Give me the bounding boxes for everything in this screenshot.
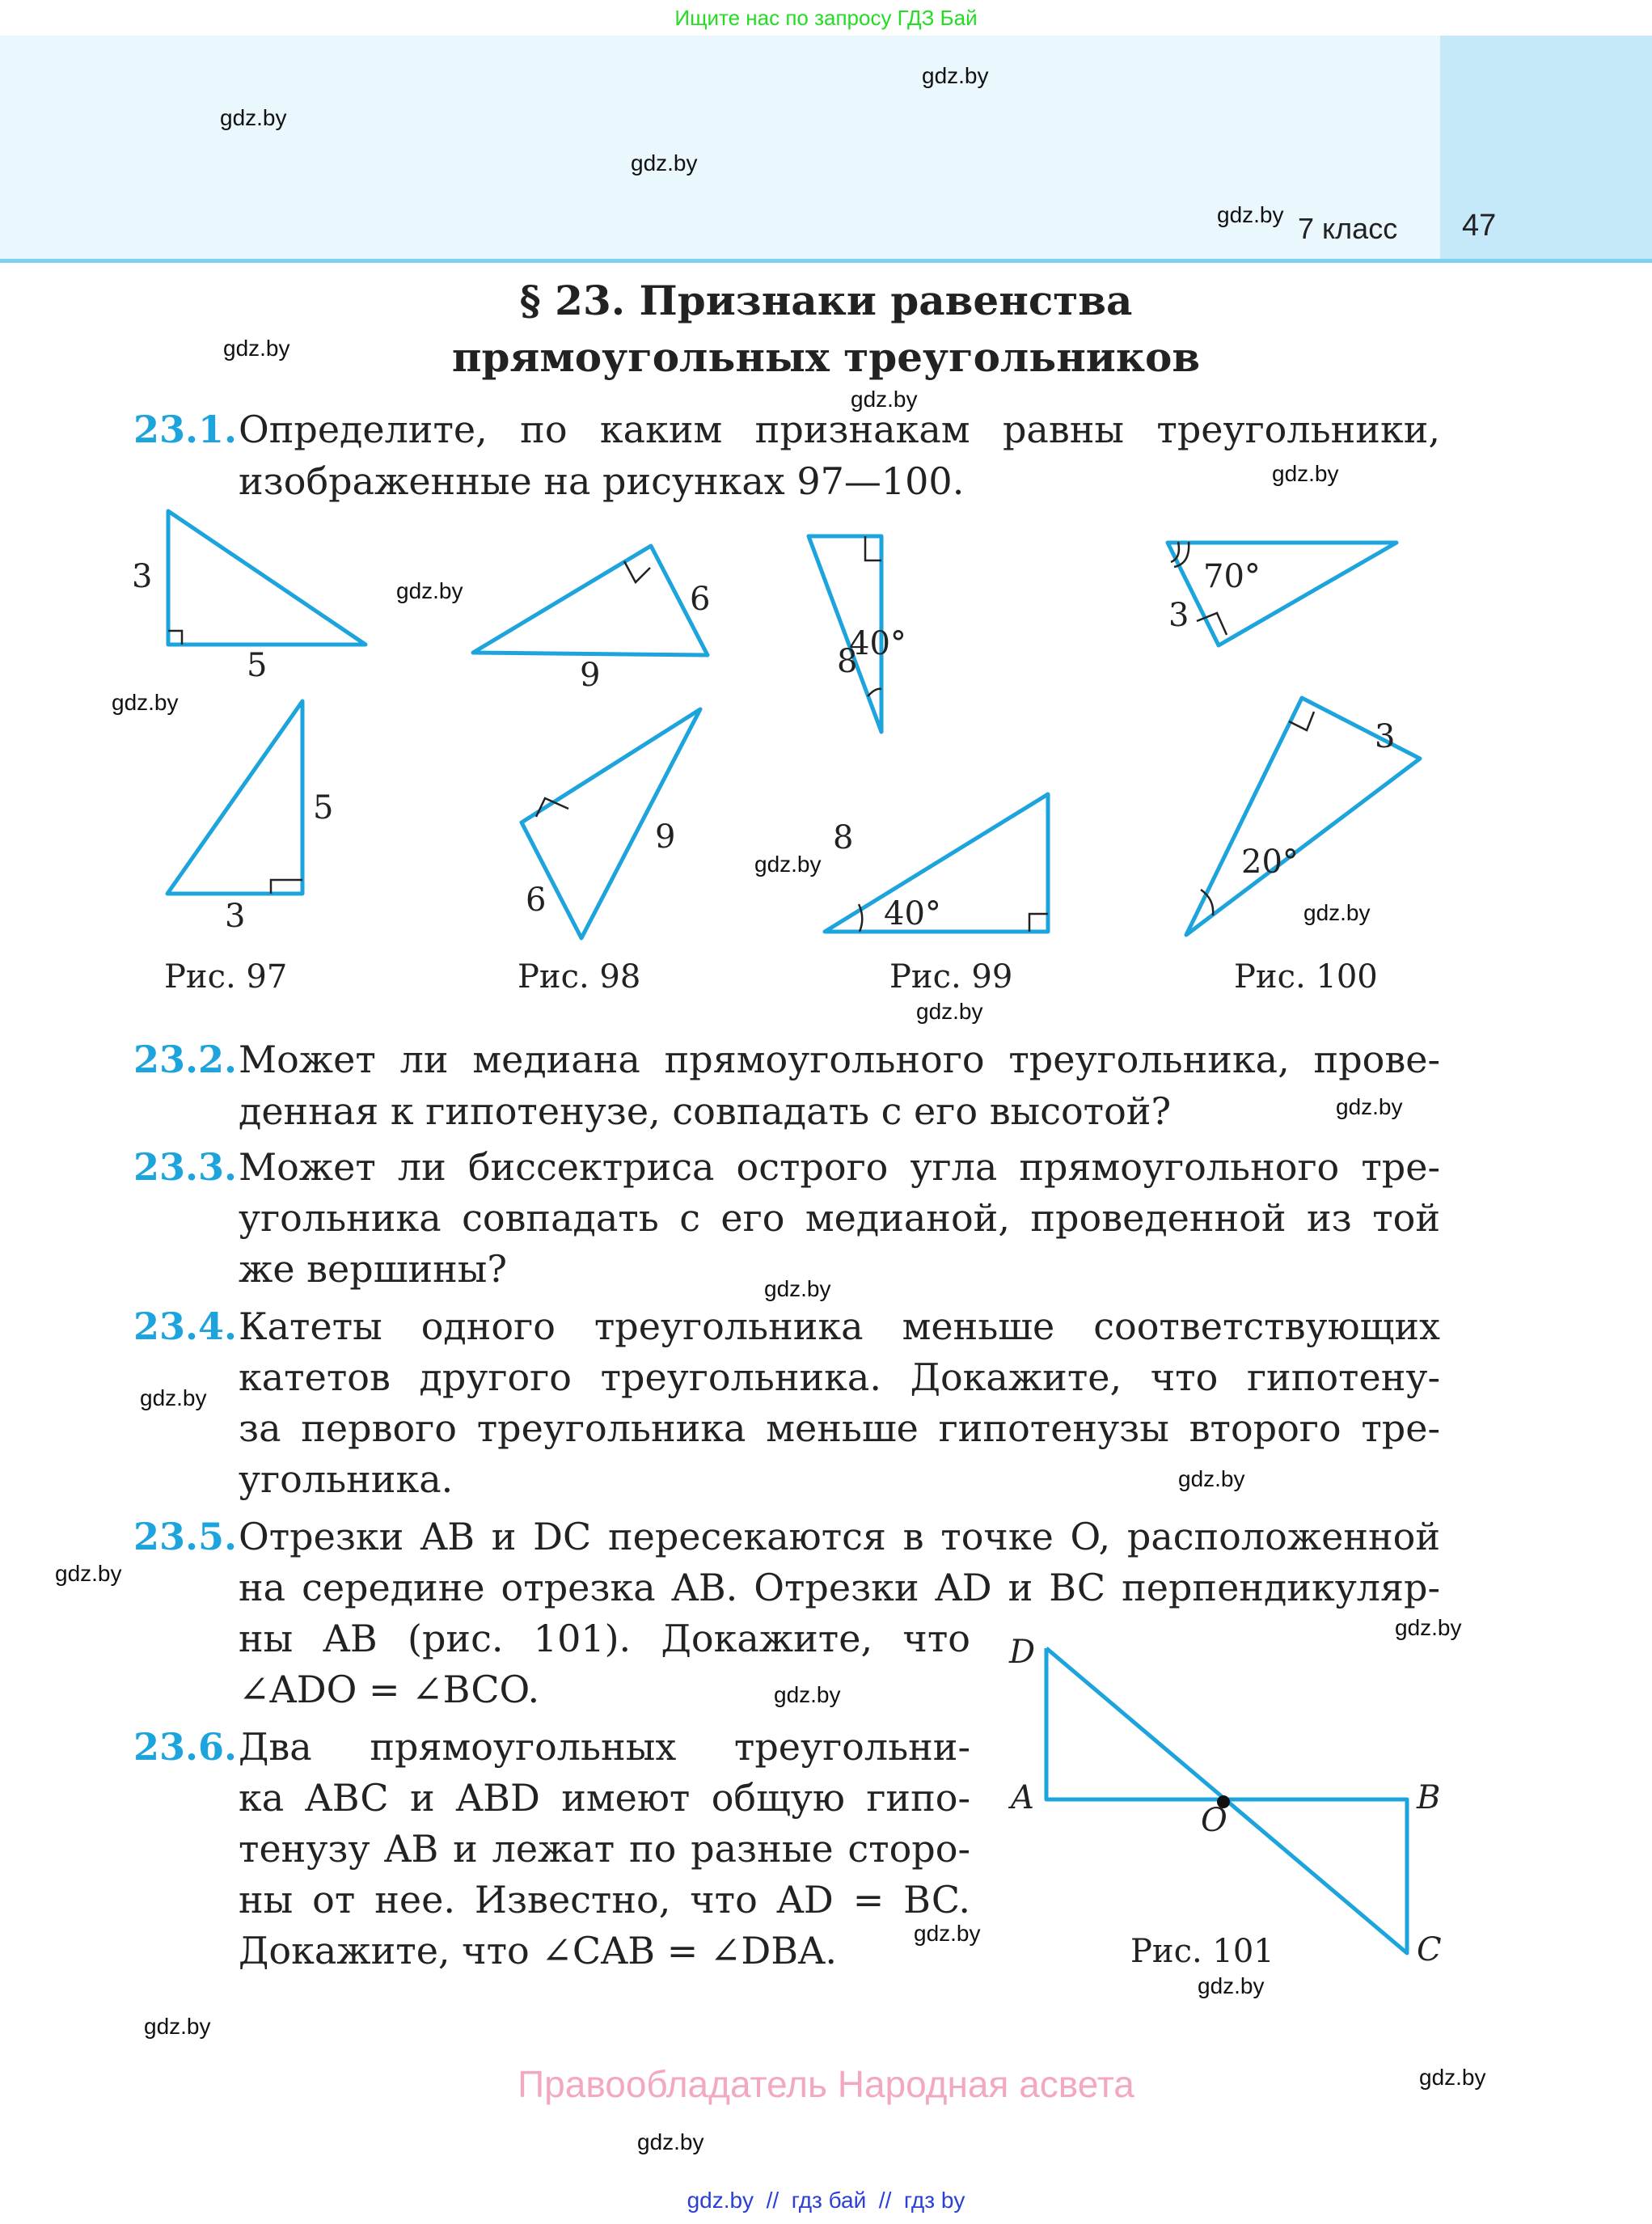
watermark: gdz.by xyxy=(916,999,983,1024)
exercise-number: 23.4. xyxy=(133,1304,238,1348)
footer-links[interactable]: gdz.by // гдз бай // гдз by xyxy=(687,2188,965,2213)
fig98-bottom-hypotenuse: 9 xyxy=(655,818,676,856)
watermark: gdz.by xyxy=(922,63,989,88)
fig99-caption: Рис. 99 xyxy=(889,958,1013,996)
exercise-text: ны AB (рис. 101). Докажите, что xyxy=(239,1617,970,1660)
top-banner[interactable]: Ищите нас по запросу ГДЗ Бай xyxy=(674,6,978,30)
fig97-top-vertical-leg: 3 xyxy=(132,558,153,595)
exercise-text: ка ABC и ABD имеют общую гипо- xyxy=(239,1776,970,1820)
exercise-text: угольника совпадать с его медианой, проведенной из той xyxy=(239,1196,1440,1240)
exercise-text: же вершины? xyxy=(239,1247,508,1291)
fig97-bottom-vertical-leg: 5 xyxy=(313,789,334,827)
exercise-text: за первого треугольника меньше гипотенузы второго тре- xyxy=(239,1406,1440,1450)
watermark: gdz.by xyxy=(631,150,698,175)
watermark: gdz.by xyxy=(144,2014,211,2039)
exercise-text: катетов другого треугольника. Докажите, что гипотену- xyxy=(239,1355,1440,1399)
exercise-number: 23.5. xyxy=(133,1515,238,1558)
fig97-bottom-horizontal-leg: 3 xyxy=(225,898,246,935)
fig97-top-horizontal-leg: 5 xyxy=(247,647,268,684)
fig100-bottom-angle: 20° xyxy=(1241,844,1299,881)
watermark: gdz.by xyxy=(764,1276,831,1301)
fig100-top-angle: 70° xyxy=(1203,558,1261,595)
watermark: gdz.by xyxy=(140,1385,207,1410)
exercise-text: Может ли медиана прямоугольного треугольника, прове- xyxy=(239,1038,1440,1081)
exercise-text: угольника. xyxy=(239,1457,454,1501)
fig101-point-c: C xyxy=(1417,1931,1442,1968)
watermark: gdz.by xyxy=(396,578,463,603)
fig99-bottom-hypotenuse: 8 xyxy=(833,819,854,856)
watermark: gdz.by xyxy=(112,690,179,715)
watermark: gdz.by xyxy=(637,2129,704,2154)
watermark: gdz.by xyxy=(851,387,918,412)
exercise-number: 23.1. xyxy=(133,408,238,451)
exercise-number: 23.2. xyxy=(133,1038,238,1081)
fig98-top-leg: 6 xyxy=(690,581,711,618)
exercise-text: Отрезки AB и DC пересекаются в точке O, расположенной xyxy=(239,1515,1440,1558)
fig101-point-a: A xyxy=(1011,1779,1034,1816)
watermark: gdz.by xyxy=(774,1682,841,1707)
fig100-bottom-leg: 3 xyxy=(1375,718,1396,755)
watermark: gdz.by xyxy=(1395,1615,1462,1640)
watermark: gdz.by xyxy=(914,1921,981,1946)
fig100-top-leg: 3 xyxy=(1168,597,1189,634)
fig101-point-o: O xyxy=(1201,1802,1227,1839)
exercise-text: Два прямоугольных треугольни- xyxy=(239,1725,970,1769)
fig98-top-hypotenuse: 9 xyxy=(580,657,601,694)
fig98-bottom-leg: 6 xyxy=(526,882,547,919)
watermark: gdz.by xyxy=(55,1561,122,1586)
watermark: gdz.by xyxy=(1198,1973,1265,1998)
fig101-point-d: D xyxy=(1009,1634,1036,1671)
exercise-text: Может ли биссектриса острого угла прямоугольного тре- xyxy=(239,1145,1440,1189)
grade-label: 7 класс xyxy=(1298,212,1398,245)
fig98-caption: Рис. 98 xyxy=(518,958,641,996)
exercise-text: ны от нее. Известно, что AD = BC. xyxy=(239,1878,970,1922)
exercise-text: Определите, по каким признакам равны треугольники, xyxy=(239,408,1440,451)
fig100-caption: Рис. 100 xyxy=(1234,958,1378,996)
fig99-top-angle: 40° xyxy=(849,625,906,662)
exercise-text: ∠ADO = ∠BCO. xyxy=(239,1668,540,1711)
watermark: gdz.by xyxy=(1303,900,1371,925)
fig101-caption: Рис. 101 xyxy=(1130,1933,1274,1970)
exercise-text: тенузу AB и лежат по разные сторо- xyxy=(239,1827,970,1871)
watermark: gdz.by xyxy=(1217,202,1284,227)
watermark: gdz.by xyxy=(220,105,287,130)
exercise-text: на середине отрезка AB. Отрезки AD и BC перпендикуляр- xyxy=(239,1566,1440,1609)
fig99-top-hypotenuse: 8 xyxy=(837,643,858,680)
copyright-notice: Правообладатель Народная асвета xyxy=(518,2063,1134,2105)
watermark: gdz.by xyxy=(1336,1094,1403,1119)
fig101-point-b: B xyxy=(1417,1779,1441,1816)
exercise-number: 23.3. xyxy=(133,1145,238,1189)
exercise-text: изображенные на рисунках 97—100. xyxy=(239,459,965,503)
fig97-caption: Рис. 97 xyxy=(164,958,288,996)
section-title-line1: § 23. Признаки равенства xyxy=(519,277,1133,324)
section-title-line2: прямоугольных треугольников xyxy=(451,333,1201,381)
exercise-text: Докажите, что ∠CAB = ∠DBA. xyxy=(239,1929,837,1972)
watermark: gdz.by xyxy=(1272,461,1339,486)
exercise-text: Катеты одного треугольника меньше соответствующих xyxy=(239,1304,1440,1348)
page-number: 47 xyxy=(1462,209,1497,243)
exercise-number: 23.6. xyxy=(133,1725,238,1769)
watermark: gdz.by xyxy=(1419,2065,1486,2090)
watermark: gdz.by xyxy=(1178,1466,1245,1491)
watermark: gdz.by xyxy=(223,336,290,361)
exercise-text: денная к гипотенузе, совпадать с его высотой? xyxy=(239,1089,1172,1133)
fig99-bottom-angle: 40° xyxy=(884,895,941,932)
watermark: gdz.by xyxy=(754,852,822,877)
